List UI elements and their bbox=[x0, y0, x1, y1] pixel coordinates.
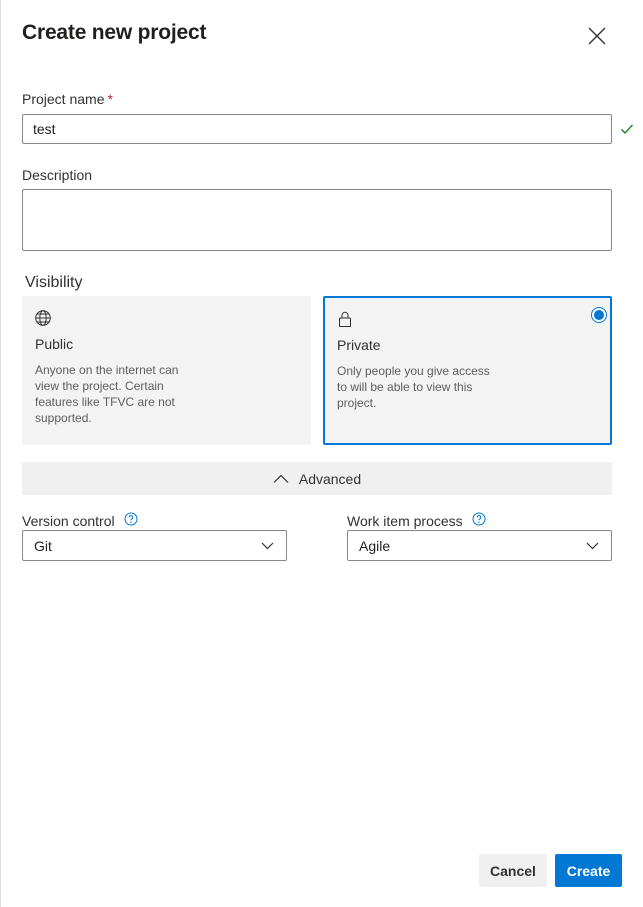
lock-icon bbox=[336, 310, 354, 328]
project-name-value: test bbox=[33, 121, 56, 137]
dialog-title: Create new project bbox=[22, 21, 207, 44]
radio-dot bbox=[594, 310, 604, 320]
cancel-button[interactable]: Cancel bbox=[479, 854, 547, 887]
project-name-label-text: Project name bbox=[22, 91, 105, 107]
work-item-process-select[interactable] bbox=[347, 530, 612, 561]
help-icon[interactable] bbox=[472, 512, 486, 526]
visibility-label: Visibility bbox=[25, 274, 83, 291]
visibility-option-description: Only people you give access to will be able to view this project. bbox=[337, 364, 490, 410]
project-name-label bbox=[22, 91, 113, 107]
visibility-option-public[interactable] bbox=[22, 296, 311, 445]
visibility-option-private[interactable] bbox=[323, 296, 612, 445]
chevron-up-icon bbox=[273, 474, 289, 484]
visibility-option-name: Public bbox=[35, 336, 74, 352]
required-marker: * bbox=[107, 91, 113, 107]
version-control-value: Git bbox=[34, 537, 52, 554]
selected-radio[interactable] bbox=[591, 307, 607, 323]
version-control-select[interactable] bbox=[22, 530, 287, 561]
close-icon bbox=[588, 27, 606, 45]
project-name-input[interactable] bbox=[22, 114, 612, 144]
advanced-toggle[interactable] bbox=[22, 462, 612, 495]
visibility-option-name: Private bbox=[337, 337, 381, 353]
work-item-process-label-text: Work item process bbox=[347, 513, 463, 529]
globe-icon bbox=[34, 309, 52, 327]
description-textarea[interactable] bbox=[22, 189, 612, 251]
description-label: Description bbox=[22, 167, 93, 183]
help-icon[interactable] bbox=[124, 512, 138, 526]
version-control-label-text: Version control bbox=[22, 513, 115, 529]
work-item-process-label bbox=[347, 513, 486, 529]
version-control-label bbox=[22, 513, 138, 529]
visibility-option-description: Anyone on the internet can view the project. Certain features like TFVC are not supported. bbox=[35, 363, 179, 425]
close-button[interactable] bbox=[584, 23, 610, 49]
checkmark-icon bbox=[620, 122, 634, 136]
chevron-down-icon bbox=[586, 542, 599, 550]
advanced-label: Advanced bbox=[298, 470, 362, 487]
work-item-process-value: Agile bbox=[359, 537, 391, 554]
chevron-down-icon bbox=[261, 542, 274, 550]
create-button[interactable]: Create bbox=[555, 854, 622, 887]
